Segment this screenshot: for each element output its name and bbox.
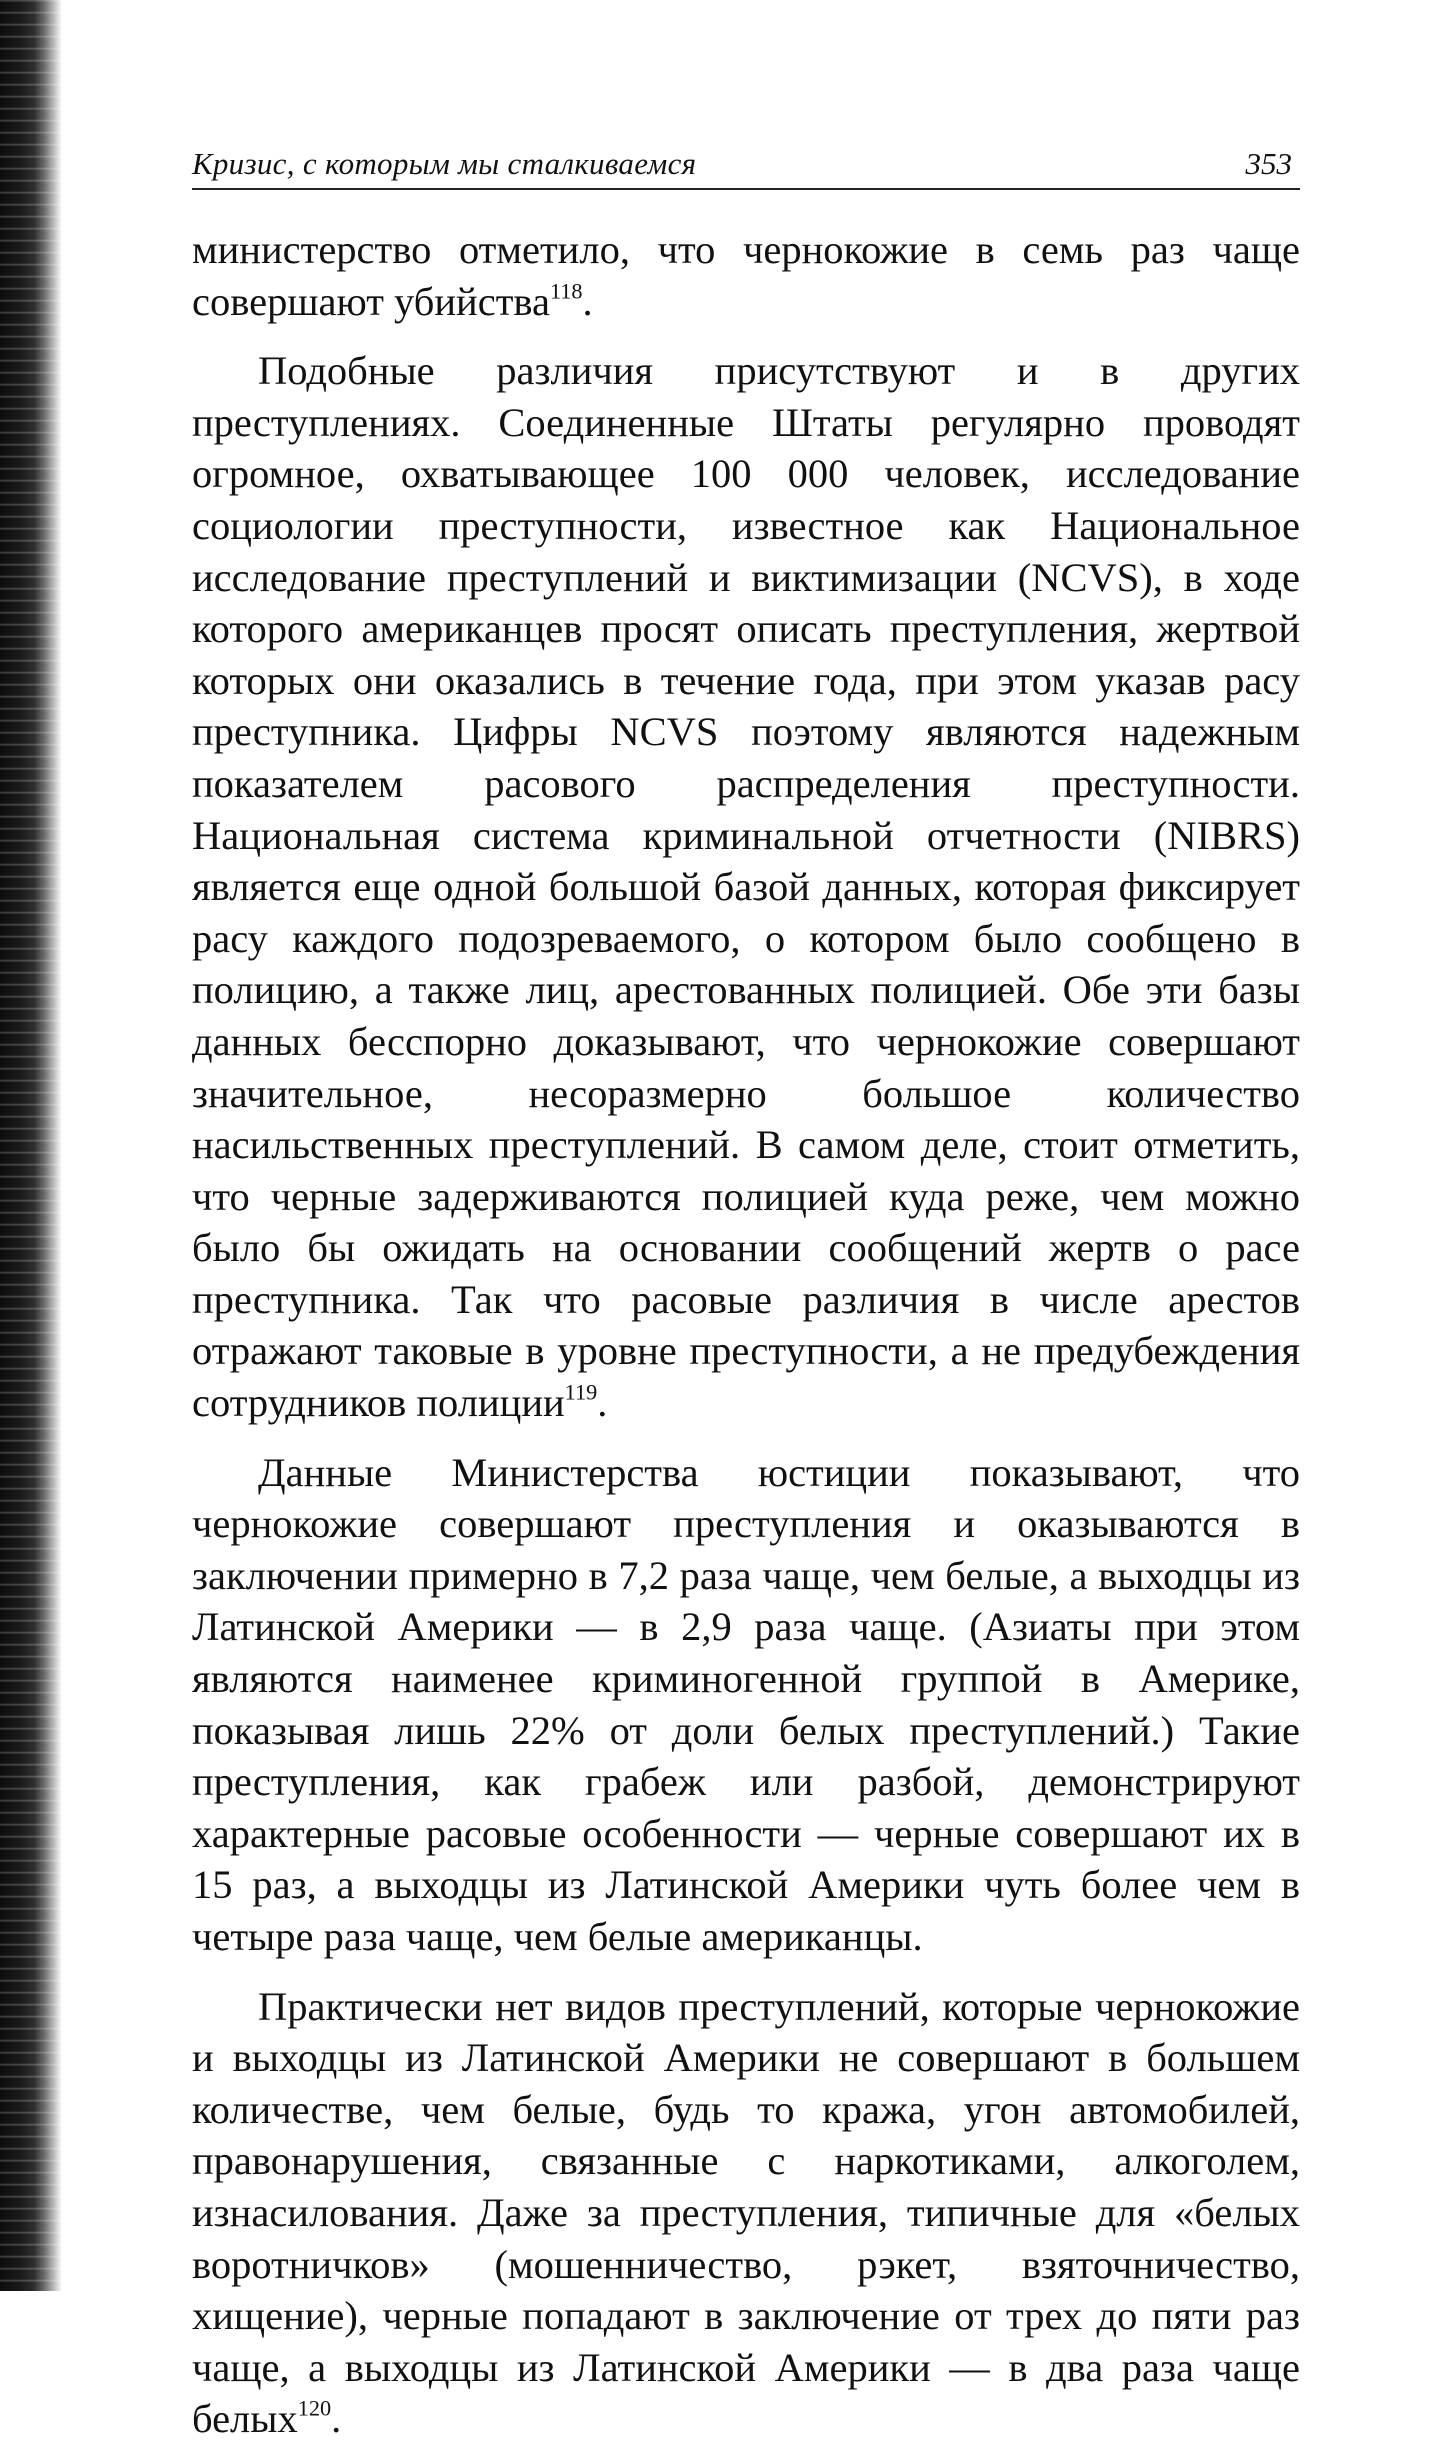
page-number: 353 — [1245, 146, 1292, 181]
footnote-ref-119: 119 — [564, 1379, 598, 1405]
scanned-spine-shadow — [0, 0, 62, 2291]
body-text — [192, 224, 1300, 2445]
paragraph-2-text: Подобные различия присутствуют и в других преступлениях. Соединенные Штаты регулярно проводят огромное, охватывающее 100 000 человек, исследование социологии преступности, известное как Национальное исследование преступлений и виктимизации (NCVS), в ходе которого американцев просят описать преступления, жертвой которых они оказались в течение года, при этом указав расу преступника. Цифры NCVS поэтому являются надежным показателем расового распределения преступности. Национальная система криминальной отчетности (NIBRS) является еще одной большой базой данных, которая фиксирует расу каждого подозреваемого, о котором было сообщено в полицию, а также лиц, арестованных полицией. Обе эти базы данных бесспорно доказывают, что чернокожие совершают значительное, несоразмерно большое количество насильственных преступлений. В самом деле, стоит отметить, что черные задерживаются полицией куда реже, чем можно было бы ожидать на основании сообщений жертв о расе преступника. Так что расовые различия в числе арестов отражают таковые в уровне преступности, а не предубеждения сотрудников полиции — [192, 348, 1300, 1426]
paragraph-1-end: . — [582, 278, 593, 324]
paragraph-1 — [192, 224, 1300, 327]
footnote-ref-118: 118 — [549, 277, 583, 303]
paragraph-2-end: . — [597, 1380, 608, 1426]
paragraph-4-text: Практически нет видов преступлений, которые чернокожие и выходцы из Латинской Америки не совершают в большем количестве, чем белые, будь то кража, угон автомобилей, правонарушения, связанные с наркотиками, алкоголем, изнасилования. Даже за преступления, типичные для «белых воротничков» (мошенничество, рэкет, взяточничество, хищение), черные попадают в заключение от трех до пяти раз чаще, а выходцы из Латинской Америки — в два раза чаще белых — [192, 1983, 1300, 2442]
footnote-ref-120: 120 — [297, 2395, 332, 2421]
paragraph-1-text: министерство отметило, что чернокожие в семь раз чаще совершают убийства — [192, 227, 1300, 324]
running-header — [192, 140, 1300, 190]
paragraph-4-end: . — [331, 2396, 342, 2442]
running-title: Кризис, с которым мы сталкиваемся — [192, 146, 697, 181]
paragraph-3 — [192, 1447, 1300, 1963]
paragraph-3-text: Данные Министерства юстиции показывают, что чернокожие совершают преступления и оказываются в заключении примерно в 7,2 раза чаще, чем белые, а выходцы из Латинской Америки — в 2,9 раза чаще. (Азиаты при этом являются наименее криминогенной группой в Америке, показывая лишь 22% от доли белых преступлений.) Такие преступления, как грабеж или разбой, демонстрируют характерные расовые особенности — черные совершают их в 15 раз, а выходцы из Латинской Америки чуть более чем в четыре раза чаще, чем белые американцы. — [192, 1449, 1300, 1959]
paragraph-4 — [192, 1981, 1300, 2445]
paragraph-2 — [192, 345, 1300, 1428]
